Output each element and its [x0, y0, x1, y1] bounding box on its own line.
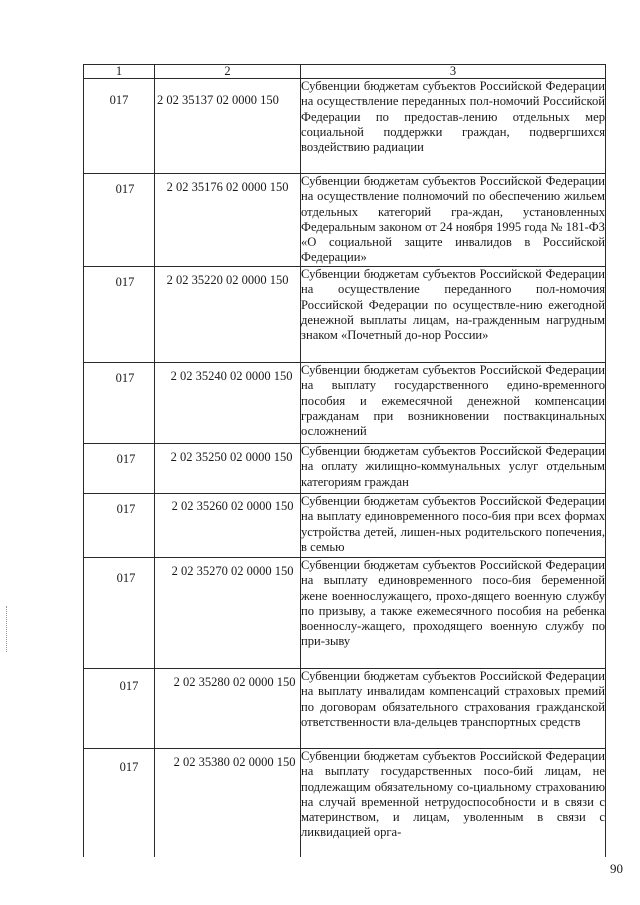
budget-classification-table [83, 64, 606, 857]
page-number: 90 [610, 861, 623, 876]
column-header-3: 3 [301, 65, 606, 79]
description-cell [301, 267, 606, 363]
budget-code-cell [155, 174, 301, 267]
admin-code-cell [84, 494, 155, 558]
description-cell [301, 363, 606, 444]
description-cell [301, 749, 606, 857]
description: Субвенции бюджетам субъектов Российской Федерации на осуществление полномочий по обеспечению жильем отдельных категорий гра-ждан, установленных Федеральным законом от 24 ноября 1995 года № 181-ФЗ «О социальной защите инвалидов в Российской Федерации» [301, 174, 605, 265]
table-header [84, 65, 606, 79]
budget-code-cell [155, 669, 301, 749]
budget-code: 2 02 35176 02 0000 150 [166, 180, 289, 194]
admin-code: 017 [116, 571, 136, 585]
description-cell [301, 444, 606, 494]
budget-code: 2 02 35280 02 0000 150 [173, 675, 296, 689]
admin-code-cell [84, 174, 155, 267]
description: Субвенции бюджетам субъектов Российской Федерации на осуществление переданного пол-номочия Российской Федерации по осуществле-нию ежегодной денежной выплаты лицам, на-гражденным нагрудным знаком «Почетный до-нор России» [301, 267, 605, 343]
budget-code-cell [155, 749, 301, 857]
budget-code: 2 02 35270 02 0000 150 [171, 564, 294, 578]
admin-code-cell [84, 363, 155, 444]
admin-code: 017 [119, 679, 139, 693]
admin-code-cell [84, 444, 155, 494]
budget-code: 2 02 35260 02 0000 150 [171, 499, 294, 513]
budget-code: 2 02 35240 02 0000 150 [170, 369, 293, 383]
budget-code: 2 02 35380 02 0000 150 [173, 755, 296, 769]
table-row [84, 79, 606, 174]
budget-code-cell [155, 494, 301, 558]
table-row [84, 669, 606, 749]
admin-code: 017 [115, 275, 135, 289]
column-header-2: 2 [155, 65, 301, 79]
table-row [84, 363, 606, 444]
admin-code: 017 [116, 452, 136, 466]
description: Субвенции бюджетам субъектов Российской Федерации на оплату жилищно-коммунальных услуг отдельным категориям граждан [301, 444, 605, 489]
table-row [84, 174, 606, 267]
header-row [84, 65, 606, 79]
admin-code: 017 [115, 182, 135, 196]
description: Субвенции бюджетам субъектов Российской Федерации на выплату единовременного посо-бия при всех формах устройства детей, лишен-ных родительского попечения, в семью [301, 494, 605, 554]
budget-code-cell [155, 79, 301, 174]
admin-code: 017 [119, 760, 139, 774]
admin-code-cell [84, 79, 155, 174]
table-row [84, 494, 606, 558]
budget-code: 2 02 35250 02 0000 150 [170, 450, 293, 464]
admin-code-cell [84, 669, 155, 749]
budget-code-cell [155, 558, 301, 669]
description-cell [301, 79, 606, 174]
description: Субвенции бюджетам субъектов Российской Федерации на выплату государственных посо-бий лицам, не подлежащим обязательному со-циальному страхованию на случай временной нетрудоспособности и в связи с материнством, и лицам, уволенным в связи с ликвидацией орга- [301, 749, 605, 840]
admin-code: 017 [115, 371, 135, 385]
admin-code: 017 [116, 502, 136, 516]
budget-code: 2 02 35220 02 0000 150 [166, 273, 289, 287]
budget-code: 2 02 35137 02 0000 150 [157, 93, 279, 107]
admin-code-cell [84, 749, 155, 857]
table-row [84, 444, 606, 494]
description: Субвенции бюджетам субъектов Российской Федерации на осуществление переданных пол-номочий Российской Федерации по предостав-лению отдельных мер социальной поддержки граждан, подвергшихся воздействию радиации [301, 79, 605, 155]
table-row [84, 749, 606, 857]
description-cell [301, 669, 606, 749]
description: Субвенции бюджетам субъектов Российской Федерации на выплату государственного едино-временного пособия и ежемесячной денежной компенсации гражданам при возникновении поствакцинальных осложнений [301, 363, 605, 439]
column-header-1: 1 [84, 65, 155, 79]
description: Субвенции бюджетам субъектов Российской Федерации на выплату инвалидам компенсаций страховых премий по договорам обязательного страхования гражданской ответственности вла-дельцев транспортных средств [301, 669, 605, 729]
table-body [84, 79, 606, 857]
description-cell [301, 174, 606, 267]
description-cell [301, 494, 606, 558]
table-row [84, 267, 606, 363]
admin-code: 017 [109, 93, 129, 107]
description-cell [301, 558, 606, 669]
admin-code-cell [84, 558, 155, 669]
admin-code-cell [84, 267, 155, 363]
table-row [84, 558, 606, 669]
budget-code-cell [155, 444, 301, 494]
budget-code-cell [155, 363, 301, 444]
scan-margin-dots [6, 606, 9, 652]
description: Субвенции бюджетам субъектов Российской Федерации на выплату единовременного посо-бия беременной жене военнослужащего, прохо-дящего военную службу по призыву, а также ежемесячного пособия на ребенка военнослу-жащего, проходящего военную службу по при-зыву [301, 558, 605, 649]
budget-code-cell [155, 267, 301, 363]
